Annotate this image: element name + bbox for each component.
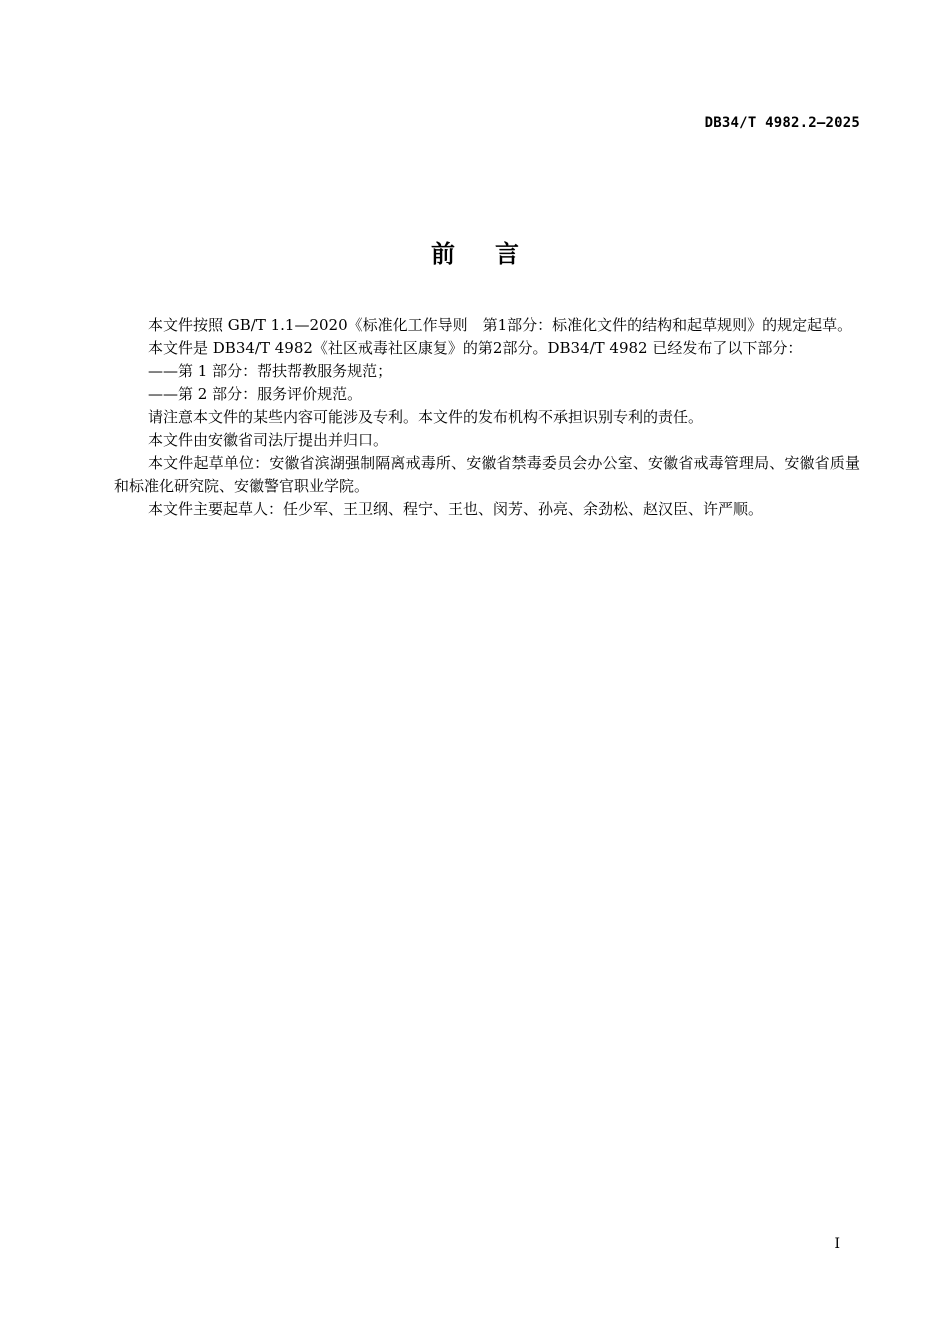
standard-number: DB34/T 4982.2—2025 [704, 115, 860, 131]
page-title: 前言 [431, 240, 559, 268]
paragraph-proposer: 本文件由安徽省司法厅提出并归口。 [148, 431, 389, 449]
paragraph-part-1: ——第 1 部分：帮扶帮教服务规范； [148, 362, 393, 380]
paragraph-part-info: 本文件是 DB34/T 4982《社区戒毒社区康复》的第2部分。DB34/T 4982 已经发布了以下部分： [148, 339, 803, 357]
paragraph-drafting-rules: 本文件按照 GB/T 1.1—2020《标准化工作导则 第1部分：标准化文件的结构和起草规则》的规定起草。 [148, 316, 853, 334]
page-number: I [834, 1236, 840, 1252]
foreword-body [114, 314, 860, 521]
paragraph-patent-notice: 请注意本文件的某些内容可能涉及专利。本文件的发布机构不承担识别专利的责任。 [148, 408, 704, 426]
paragraph-part-2: ——第 2 部分：服务评价规范。 [148, 385, 363, 403]
paragraph-drafters: 本文件主要起草人：任少军、王卫纲、程宁、王也、闵芳、孙亮、余劲松、赵汉臣、许严顺。 [148, 500, 764, 518]
paragraph-drafting-units: 本文件起草单位：安徽省滨湖强制隔离戒毒所、安徽省禁毒委员会办公室、安徽省戒毒管理局、安徽省质量和标准化研究院、安徽警官职业学院。 [114, 454, 860, 495]
